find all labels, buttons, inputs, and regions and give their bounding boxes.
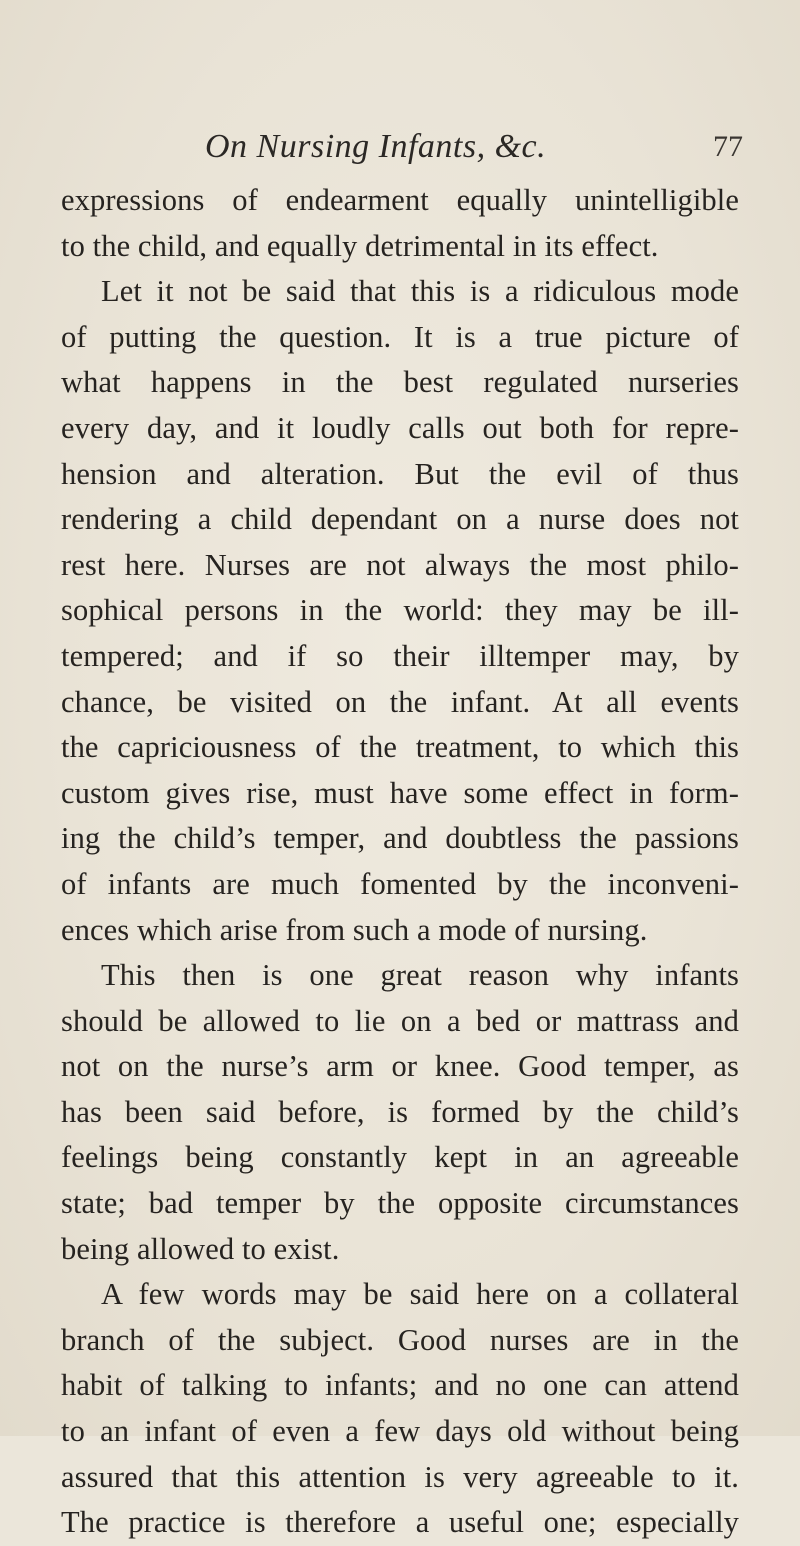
- text-line: sophical persons in the world: they may be ill-: [61, 593, 739, 628]
- running-title: On Nursing Infants, &c.: [205, 128, 547, 165]
- text-line: rest here. Nurses are not always the most philo-: [61, 547, 739, 582]
- text-line: what happens in the best regulated nurseries: [61, 365, 739, 400]
- text-line: This then is one great reason why infants: [101, 958, 739, 993]
- body-text: [61, 178, 739, 1546]
- text-line: of putting the question. It is a true picture of: [61, 319, 739, 354]
- text-line: expressions of endearment equally unintelligible: [61, 183, 739, 217]
- text-line: the capriciousness of the treatment, to which this: [61, 730, 739, 765]
- text-line: to the child, and equally detrimental in its effect.: [61, 228, 659, 263]
- text-line: has been said before, is formed by the child’s: [61, 1094, 739, 1129]
- text-line: rendering a child dependant on a nurse does not: [61, 502, 739, 537]
- text-line: not on the nurse’s arm or knee. Good temper, as: [61, 1049, 739, 1084]
- text-line: habit of talking to infants; and no one can attend: [61, 1368, 739, 1403]
- text-line: should be allowed to lie on a bed or mattrass and: [61, 1003, 739, 1038]
- text-line: to an infant of even a few days old without being: [61, 1414, 739, 1449]
- text-line: ences which arise from such a mode of nursing.: [61, 912, 648, 947]
- text-line: The practice is therefore a useful one; especially: [61, 1505, 739, 1540]
- running-head: [0, 128, 800, 168]
- text-line: tempered; and if so their illtemper may, by: [61, 638, 739, 673]
- text-line: assured that this attention is very agreeable to it.: [61, 1459, 739, 1494]
- text-line: A few words may be said here on a collateral: [101, 1277, 739, 1312]
- text-line: state; bad temper by the opposite circumstances: [61, 1186, 739, 1221]
- text-line: being allowed to exist.: [61, 1231, 340, 1266]
- text-line: hension and alteration. But the evil of thus: [61, 456, 739, 491]
- text-line: feelings being constantly kept in an agreeable: [61, 1140, 739, 1175]
- text-line: of infants are much fomented by the inconveni-: [61, 866, 739, 901]
- text-line: branch of the subject. Good nurses are in the: [61, 1322, 739, 1357]
- text-line: chance, be visited on the infant. At all events: [61, 684, 739, 719]
- page-number: 77: [713, 130, 743, 163]
- text-line: every day, and it loudly calls out both for repre-: [61, 410, 739, 445]
- text-line: custom gives rise, must have some effect in form-: [61, 775, 739, 810]
- text-line: ing the child’s temper, and doubtless the passions: [61, 821, 739, 856]
- text-line: Let it not be said that this is a ridiculous mode: [101, 274, 739, 309]
